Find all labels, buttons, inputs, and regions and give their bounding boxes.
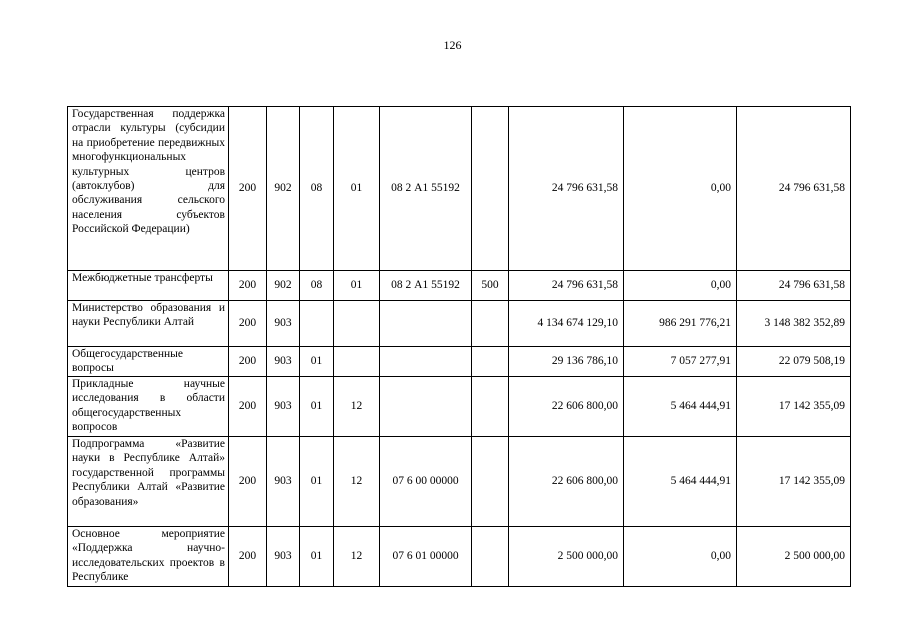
- cell-target: [380, 377, 472, 437]
- cell-total: 24 796 631,58: [509, 271, 624, 301]
- cell-exp-type: 500: [472, 271, 509, 301]
- cell-code: 200: [229, 301, 267, 347]
- cell-ministry: 903: [267, 347, 300, 377]
- cell-regional: 2 500 000,00: [737, 527, 851, 587]
- cell-federal: 986 291 776,21: [624, 301, 737, 347]
- table-row: [68, 301, 851, 347]
- cell-code: 200: [229, 437, 267, 527]
- cell-federal: 5 464 444,91: [624, 377, 737, 437]
- table-row: [68, 107, 851, 271]
- cell-regional: 3 148 382 352,89: [737, 301, 851, 347]
- cell-exp-type: [472, 377, 509, 437]
- cell-federal: 0,00: [624, 271, 737, 301]
- row-name: Межбюджетные трансферты: [68, 271, 229, 301]
- cell-federal: 7 057 277,91: [624, 347, 737, 377]
- cell-section: 01: [300, 437, 334, 527]
- table-row: [68, 347, 851, 377]
- cell-federal: 5 464 444,91: [624, 437, 737, 527]
- cell-ministry: 903: [267, 437, 300, 527]
- cell-ministry: 903: [267, 527, 300, 587]
- cell-regional: 24 796 631,58: [737, 107, 851, 271]
- cell-subsection: [334, 347, 380, 377]
- cell-total: 22 606 800,00: [509, 437, 624, 527]
- cell-code: 200: [229, 107, 267, 271]
- cell-target: [380, 347, 472, 377]
- cell-subsection: 01: [334, 107, 380, 271]
- row-name: Общегосударственные вопросы: [68, 347, 229, 377]
- cell-subsection: 12: [334, 437, 380, 527]
- cell-code: 200: [229, 271, 267, 301]
- cell-total: 22 606 800,00: [509, 377, 624, 437]
- table-row: [68, 271, 851, 301]
- cell-regional: 24 796 631,58: [737, 271, 851, 301]
- cell-section: 01: [300, 527, 334, 587]
- table-row: [68, 527, 851, 587]
- cell-code: 200: [229, 527, 267, 587]
- cell-section: 01: [300, 377, 334, 437]
- cell-subsection: [334, 301, 380, 347]
- cell-code: 200: [229, 377, 267, 437]
- cell-code: 200: [229, 347, 267, 377]
- row-name: Основное мероприятие «Поддержка научно-исследовательских проектов в Республике: [68, 527, 229, 587]
- cell-federal: 0,00: [624, 527, 737, 587]
- row-name: Министерство образования и науки Республики Алтай: [68, 301, 229, 347]
- cell-regional: 17 142 355,09: [737, 377, 851, 437]
- cell-regional: 17 142 355,09: [737, 437, 851, 527]
- cell-ministry: 903: [267, 301, 300, 347]
- cell-total: 4 134 674 129,10: [509, 301, 624, 347]
- cell-ministry: 902: [267, 271, 300, 301]
- cell-exp-type: [472, 527, 509, 587]
- page-number: 126: [443, 38, 462, 52]
- cell-target: 08 2 А1 55192: [380, 271, 472, 301]
- cell-target: 07 6 01 00000: [380, 527, 472, 587]
- cell-subsection: 12: [334, 377, 380, 437]
- cell-target: 08 2 А1 55192: [380, 107, 472, 271]
- cell-section: 08: [300, 107, 334, 271]
- cell-subsection: 12: [334, 527, 380, 587]
- table-row: [68, 437, 851, 527]
- cell-ministry: 902: [267, 107, 300, 271]
- budget-table: [67, 106, 851, 587]
- cell-total: 2 500 000,00: [509, 527, 624, 587]
- row-name: Подпрограмма «Развитие науки в Республике Алтай» государственной программы Республики Алтай «Развитие образования»: [68, 437, 229, 527]
- cell-exp-type: [472, 347, 509, 377]
- cell-section: 08: [300, 271, 334, 301]
- cell-ministry: 903: [267, 377, 300, 437]
- cell-exp-type: [472, 437, 509, 527]
- cell-target: [380, 301, 472, 347]
- cell-section: [300, 301, 334, 347]
- cell-total: 24 796 631,58: [509, 107, 624, 271]
- cell-subsection: 01: [334, 271, 380, 301]
- row-name: Государственная поддержка отрасли культуры (субсидии на приобретение передвижных многофункциональных культурных центров (автоклубов) для обслуживания сельского населения субъектов Российской Федерации): [68, 107, 229, 271]
- cell-section: 01: [300, 347, 334, 377]
- cell-regional: 22 079 508,19: [737, 347, 851, 377]
- cell-exp-type: [472, 107, 509, 271]
- cell-target: 07 6 00 00000: [380, 437, 472, 527]
- table-row: [68, 377, 851, 437]
- row-name: Прикладные научные исследования в области общегосударственных вопросов: [68, 377, 229, 437]
- cell-federal: 0,00: [624, 107, 737, 271]
- cell-total: 29 136 786,10: [509, 347, 624, 377]
- cell-exp-type: [472, 301, 509, 347]
